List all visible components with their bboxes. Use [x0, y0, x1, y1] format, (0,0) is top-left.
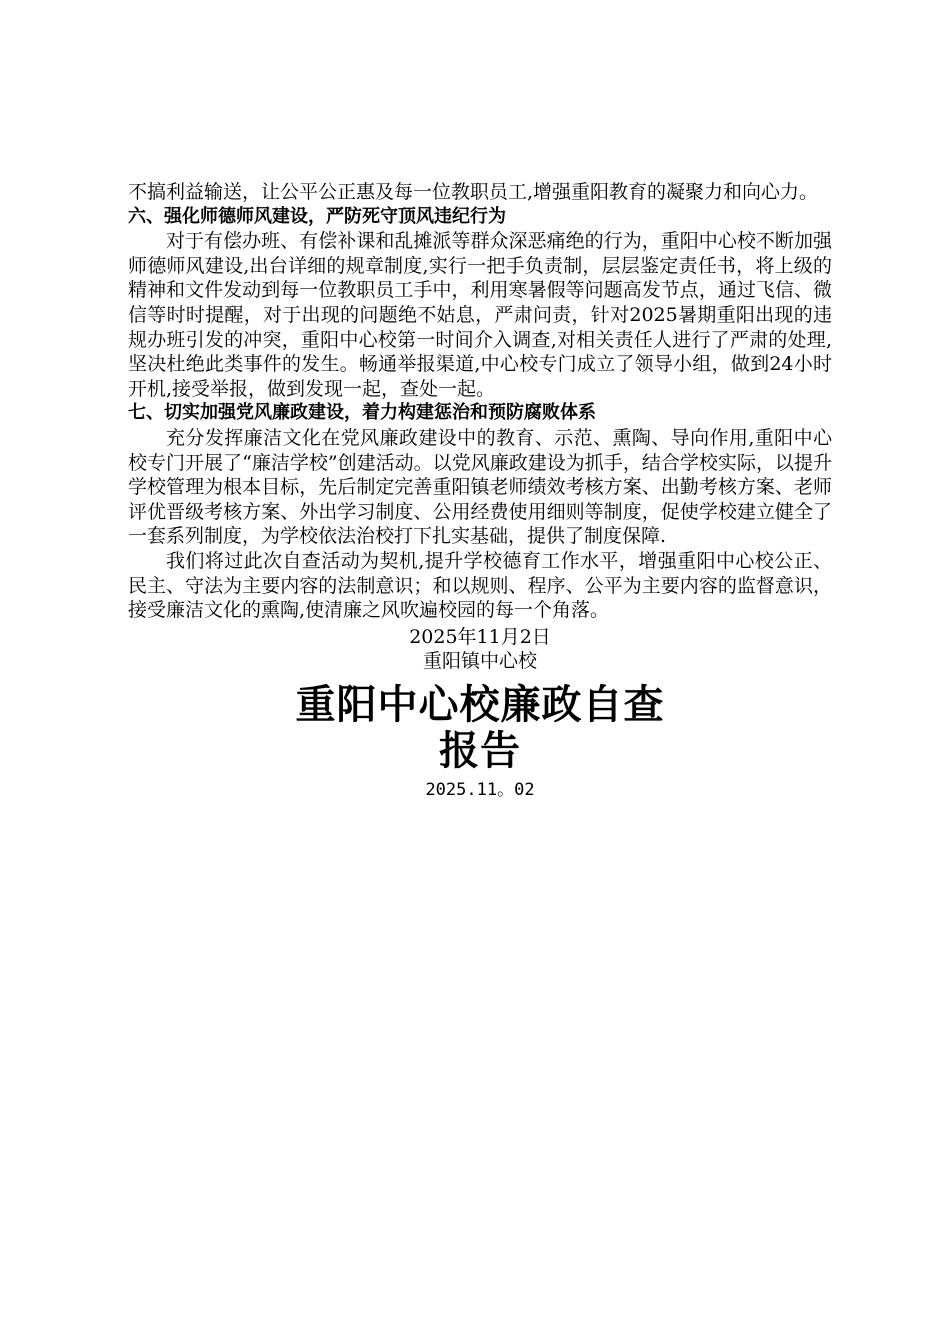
closing-paragraph: 我们将过此次自查活动为契机,提升学校德育工作水平，增强重阳中心校公正、民主、守法为主要内容的法制意识；和以规则、程序、公平为主要内容的监督意识，接受廉洁文化的熏陶,使清廉之风吹遍校园的每一个角落。 [128, 549, 832, 622]
intro-paragraph: 不搞利益输送，让公平公正惠及每一位教职员工,增强重阳教育的凝聚力和向心力。 [128, 181, 819, 203]
report-title-line1: 重阳中心校廉政自查 [295, 681, 665, 728]
section7-heading: 七、切实加强党风廉政建设，着力构建惩治和预防腐败体系 [128, 402, 596, 424]
document-page [128, 180, 832, 802]
report-date: 2025年11月2日 [409, 625, 551, 648]
section6-paragraph: 对于有偿办班、有偿补课和乱摊派等群众深恶痛绝的行为，重阳中心校不断加强师德师风建设,出台详细的规章制度,实行一把手负责制，层层鉴定责任书，将上级的精神和文件发动到每一位教职员工手中，利用寒暑假等问题高发节点，通过飞信、微信等时时提醒，对于出现的问题绝不姑息，严肃问责，针对2025暑期重阳出现的违规办班引发的冲突，重阳中心校第一时间介入调查,对相关责任人进行了严肃的处理,坚决杜绝此类事件的发生。畅通举报渠道,中心校专门成立了领导小组，做到24小时开机,接受举报，做到发现一起，查处一起。 [128, 230, 832, 400]
report-title-line2: 报告 [439, 727, 521, 774]
section7-paragraph: 充分发挥廉洁文化在党风廉政建设中的教育、示范、熏陶、导向作用,重阳中心校专门开展了“廉洁学校”创建活动。以党风廉政建设为抓手，结合学校实际，以提升学校管理为根本目标，先后制定完善重阳镇老师绩效考核方案、出勤考核方案、老师评优晋级考核方案、外出学习制度、公用经费使用细则等制度，促使学校建立健全了一套系列制度，为学校依法治校打下扎实基础，提供了制度保障. [128, 426, 832, 548]
section6-heading: 六、强化师德师风建设，严防死守顶风违纪行为 [128, 205, 506, 227]
footer-date: 2025.11。02 [425, 779, 535, 800]
signature: 重阳镇中心校 [422, 650, 537, 673]
